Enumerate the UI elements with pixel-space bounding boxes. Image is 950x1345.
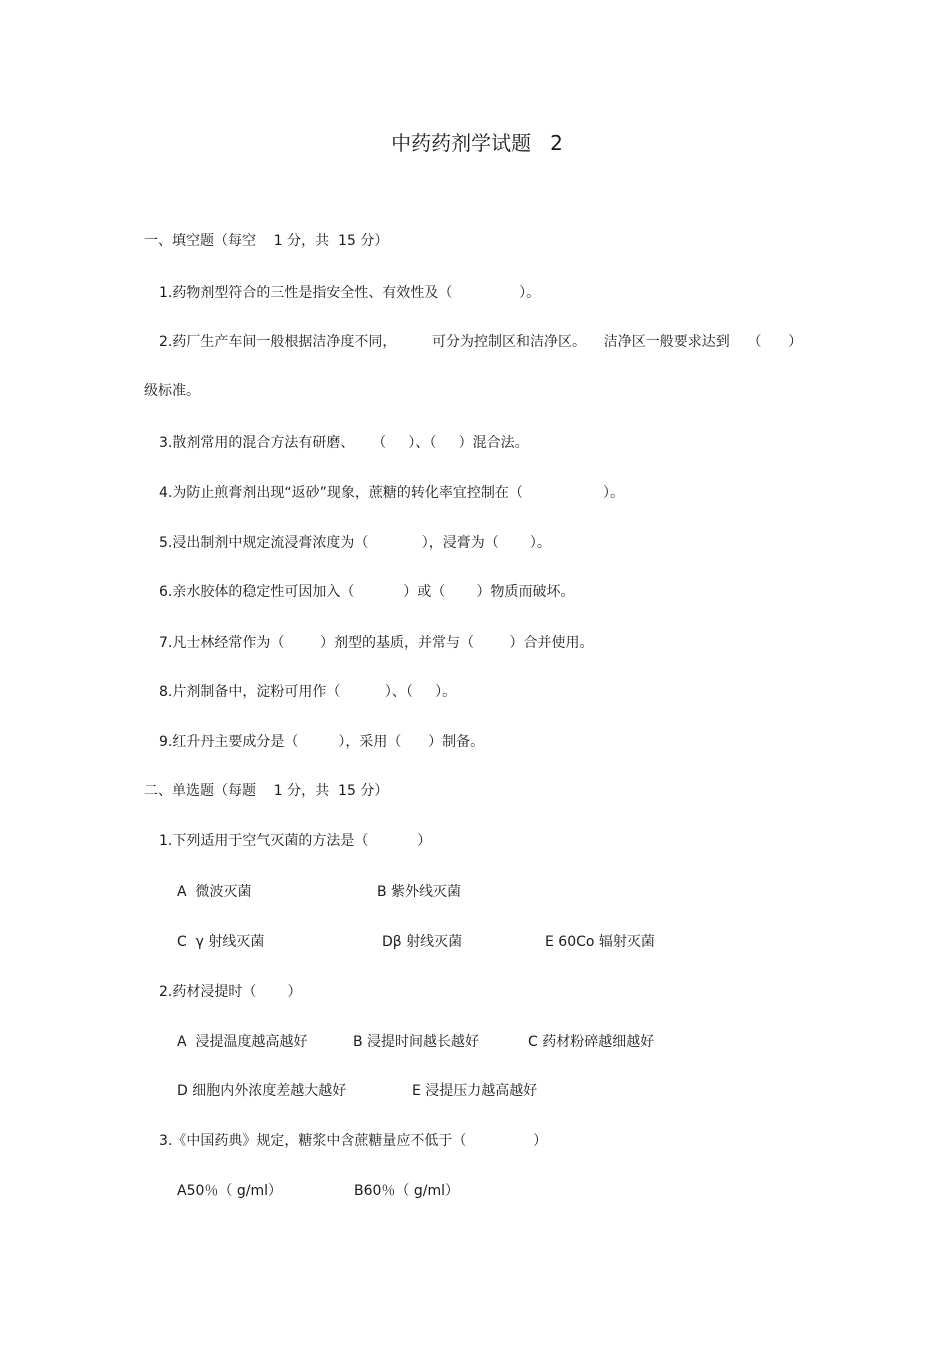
fill-question-5: 5.浸出制剂中规定流浸膏浓度为（ ），浸膏为（ ）。 bbox=[159, 535, 551, 551]
choice-2-option-d: D 细胞内外浓度差越大越好 bbox=[177, 1083, 347, 1099]
choice-3-option-a: A50％（ g/ml） bbox=[177, 1183, 282, 1199]
fill-question-7: 7.凡士林经常作为（ ）剂型的基质，并常与（ ）合并使用。 bbox=[159, 635, 594, 651]
choice-2-option-e: E 浸提压力越高越好 bbox=[412, 1083, 538, 1099]
section-1-heading: 一、填空题（每空 1 分，共 15 分） bbox=[144, 233, 389, 249]
choice-1-option-b: B 紫外线灭菌 bbox=[377, 884, 462, 900]
fill-question-9: 9.红升丹主要成分是（ ），采用（ ）制备。 bbox=[159, 734, 485, 750]
choice-question-2: 2.药材浸提时（ ） bbox=[159, 984, 302, 1000]
choice-1-option-e: E 60Co 辐射灭菌 bbox=[545, 934, 655, 950]
section-2-heading: 二、单选题（每题 1 分，共 15 分） bbox=[144, 783, 389, 799]
fill-question-8: 8.片剂制备中，淀粉可用作（ ）、（ ）。 bbox=[159, 684, 457, 700]
fill-question-3: 3.散剂常用的混合方法有研磨、 （ ）、（ ）混合法。 bbox=[159, 435, 529, 451]
fill-question-1: 1.药物剂型符合的三性是指安全性、有效性及（ ）。 bbox=[159, 285, 541, 301]
choice-2-option-c: C 药材粉碎越细越好 bbox=[528, 1034, 655, 1050]
choice-2-option-a: A 浸提温度越高越好 bbox=[177, 1034, 308, 1050]
choice-question-3: 3.《中国药典》规定，糖浆中含蔗糖量应不低于（ ） bbox=[159, 1133, 548, 1149]
fill-question-6: 6.亲水胶体的稳定性可因加入（ ）或（ ）物质而破坏。 bbox=[159, 584, 575, 600]
document-title: 中药药剂学试题 2 bbox=[391, 131, 563, 155]
choice-1-option-a: A 微波灭菌 bbox=[177, 884, 252, 900]
choice-question-1: 1.下列适用于空气灭菌的方法是（ ） bbox=[159, 833, 432, 849]
fill-question-2-continuation: 级标准。 bbox=[144, 383, 200, 399]
choice-2-option-b: B 浸提时间越长越好 bbox=[353, 1034, 480, 1050]
fill-question-2: 2.药厂生产车间一般根据洁净度不同， 可分为控制区和洁净区。 洁净区一般要求达到 （ ） bbox=[159, 334, 803, 350]
fill-question-4: 4.为防止煎膏剂出现“返砂”现象，蔗糖的转化率宜控制在（ ）。 bbox=[159, 485, 624, 501]
choice-3-option-b: B60％（ g/ml） bbox=[354, 1183, 459, 1199]
choice-1-option-c: C γ 射线灭菌 bbox=[177, 934, 265, 950]
choice-1-option-d: Dβ 射线灭菌 bbox=[382, 934, 463, 950]
